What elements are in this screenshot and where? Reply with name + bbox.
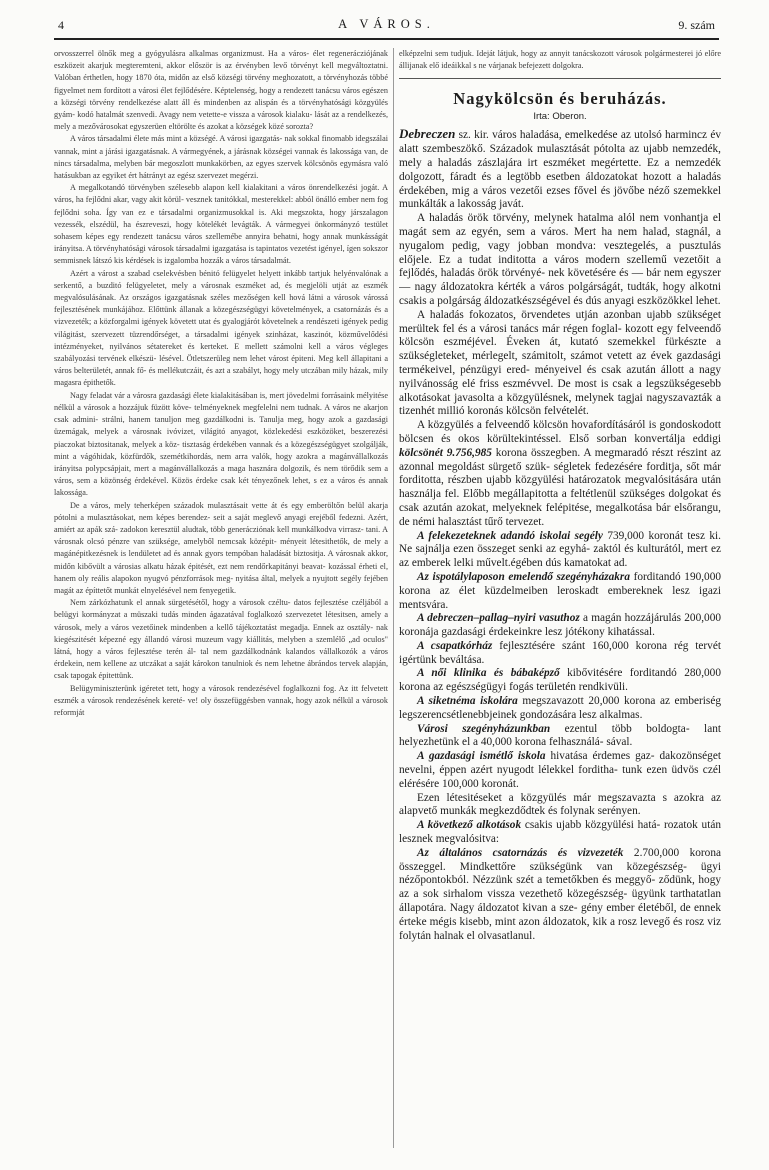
item-lead: A női klinika és bábaképző [417,667,560,680]
left-paragraph: De a város, mely teherképen századok mulasztásait vette át és egy emberöltőn belül akarja pótolni a mulasztásokat, nem képes berendez- seit a saját meglevő anyagi erejéből fedezni. Azért, amiért az apák szá- zadokon keresztül aludtak, több generácziónak kell munkálkodva virrasz- tani. A városnak olcsó pénzre van szüksége, amelyből nemcsak középit- ményeit létesithetők, de mely a magánépitkezésnek is lendületet ad és annak gyors tempóban haladását biztositja. A városnak akkor, midőn kibővült a városias alkatu házak épitését, ezt nem rendőrkapitányi beavat- kozással érheti el, hanem oly reális alapokon nyugvó pénzforrások meg- nyitása által, melyek a nyujtott segély fejében magát az építtetőt munkát elnyelésével nem fenyegetik. [54,500,388,595]
newspaper-title: A VÁROS. [338,17,435,31]
item-text: Ezen létesitéseket a közgyülés már megszavazta s azokra az alapvető munkák megkezdődtek és folynak serényen. [399,791,721,818]
item-text: ezentul több boldogta- lant helyezhetünk el a 40,000 korona felhasználá- sával. [399,722,721,749]
left-paragraph: Nagy feladat vár a városra gazdasági élete kialakitásában is, mert jövedelmi forrásaink mélyitése nélkül a városok a hozzájuk füzött köve- telményeknek megfelelni nem tudnak. A város ne akarjon csak admini- strálni, hanem tanuljon meg gazdálkodni is. Tanulja meg, hogy azok a gazdasági üzemágak, melyek a városnak ivóvizet, világitó anyagot, közlekedési eszközöket, beszerezési piaczokat biztositanak, melyek a köz- tisztaság érdekében vannak és a közegészségügyet szolgálják, mint a vágóhidak, közfürdők, szemétkihordás, nem arra valók, hogy azokra a magánvállalkozás irányitsa polypcsápjait, mert a magánvállalkozás a maga hasznára dolgozik, és nem törődik sem a város, sem a közönség érdekével. Közös érdeke csak két tényezőnek lehet, s ez a város és annak lakossága. [54,390,388,498]
paragraph-text: korona összegben. A megmaradó részt részint az azonnal megoldást sürgető szük- ségletek fedezésére forditja, sőt már forditotta, részben ujabb közgyülési határozatok megvalósitására után használja fel. Előbb megállapitotta a feltétlenül szükséges dolgokat és csak azután azokat, melyeknek felépitése, megalkotása bár elsőrangu, de némi halasztást tűrő tervezet. [399,446,721,528]
investment-item [399,571,721,612]
investment-item [399,667,721,695]
article-paragraph [399,419,721,529]
article-body [399,127,721,943]
article-headline: Nagykölcsön és beruházás. [453,89,667,109]
item-lead: A siketnéma iskolára [417,695,518,708]
paragraph-text: A közgyülés a felveendő kölcsön hovafordításáról is gondoskodott bölcsen és okos körültekintéssel. Első sorban konvertálja eddigi [399,419,721,445]
left-paragraph: orvosszerrel ölnők meg a gyógyulásra alkalmas organizmust. Ha a város- élet regenerácziójának eszközeit akarjuk megteremteni, akkor először is az érvényben levő törvényt kell megváltoztatni. Valóban érthetlen, hogy 1870 óta, midőn az első községi törvény meghozatott, a törvényhozás többé figyelmet nem fordított a városi élet fejlődésére. Képtelenség, hogy a rendezett tanácsu város egészen a községi törvény rendelkezése alatt áll és mindenben az alispán és a törvényhatósági közgyülés gyám- kodó hatalmát szenvedi. Avagy nem vetette-e vissza a városok kialaku- lását az a rendelkezés, mely a mezővárosokat egyszerüen eltörölte és azokat a községek közé sorozta? [54,49,388,132]
right-column [399,48,721,1148]
left-paragraph: A város társadalmi élete más mint a községé. A városi igazgatás- nak sokkal finomabb idegszálai vannak, mint a járási igazgatásnak. A vármegyének, a járásnak községei vannak és lakossága van, de nincs társadalma, melyben bár megoszlott munkakörben, az egyes szervek kölcsönös egymásra való hatásukban az egyiket ért hátrányt az egész szervezet megérzi. [54,134,388,181]
article-byline: Irta: Oberon. [533,111,587,123]
left-column [54,48,388,1148]
loan-amount: kölcsönét 9.756,985 [399,446,492,459]
investment-item [399,695,721,723]
item-lead: A csapatkórház [417,639,493,652]
left-paragraph: A megalkotandó törvényben szélesebb alapon kell kialakitani a város önrendelkezési jogát. A város, ha fejlődni akar, vagy akit körül- vesznek tanitókkal, mesterekkel: abból önálló ember nem fog fejlődni soha. Így van ez e társadalmi organizmusokkal is. Aki megszokta, hogy járszalagon vezessék, elszédül, ha észreveszi, hogy kötelékét levágták. A vármegyei önkormányzó testület sohasem képes egy rendezett tanácsu város szellemébe annyira behatni, hogy annak munkásságát irányitsa. A törvényhatósági városok társadalmi igazgatása is tapintatos vezetést igényel, ígen sokszor semmisnek látszó kis kérdések is izgalomba hozzák a város társadalmát. [54,183,388,266]
item-text: 739,000 koronát tesz ki. Ne sajnálja ezen összeget senki az egyhá- zaktól és kulturától, mert ez az emberek lelki művelt.égében dús kamatokat ad. [399,529,721,570]
item-lead: Az ispotálylaposon emelendő szegényházakra [417,570,630,583]
article-paragraph: A haladás örök törvény, melynek hatalma alól nem vonhantja el magát sem az egyén, sem a város. Mert ha nem halad, stagnál, a nyugalom pedig, vagy jobban mondva: vesztegelés, a pusztulás előjele. Ez a tudat inditotta a város modern szellemű vezetőit a fejlődés, haladás örök törvényé- nek követésére és — bár nem egyszer — nagy áldozatokra kérték a város polgárságát, tudták, hogy alkotni csakis a polgárság áldozatkészségével és dús anyagi eszközökkel lehet. [399,212,721,307]
investment-item [399,640,721,668]
investment-item [399,530,721,571]
item-text: 2.700,000 korona összeggel. Mindkettőre szükségünk van közegészség- ügyi nézőpontokból. Nézzünk szét a temetőkben és meggyő- ződünk, hogy az a sok sirhalom vissza vezethető közegészség- ügyünk tarthatatlan állapotára. Nagy áldozatot kivan a sze- gény ember életéből, de ennek érteke mégis kisebb, mint azon áldozatok, kik a rosz levegő és rosz viz folytán halnak el olvasatlanul. [399,846,721,942]
investment-item [399,723,721,751]
paragraph-text: sz. kir. város haladása, emelkedése az utolsó harmincz év alatt szembeszökő. Századok mulasztását pótolta az ujabb nemzedék, mely a haladás zászlajára irt eszméket megértette. Ez a nemzedék dolgozott, fáradt és a legtöbb esetben áldozatokat hozott a haladás érdekében, mig a város vezetői ezses fővel és jövőbe néző szemekkel munkálták a lakosság javát. [399,129,721,211]
column-divider [393,48,394,1148]
investment-item [399,819,721,847]
item-text: fejlesztésére szánt 160,000 korona rég tervét igértünk beváltása. [399,639,721,666]
item-lead: A következő alkotások [417,819,522,832]
investment-item [399,792,721,820]
item-text: megszavazott 20,000 korona az emberiség legszerencsétlenebbjeinek gondozására lesz alkalmas. [399,695,721,721]
item-text: kibővitésére forditandó 280,000 korona az egészségügyi fogás területén rendkivüli. [399,667,721,694]
item-text: csakis ujabb közgyülési hatá- rozatok után lesznek megvalósitva: [399,819,721,846]
city-name: Debreczen [399,126,456,142]
item-lead: A gazdasági ismétlő iskola [417,750,546,763]
continued-text: elképzelni sem tudjuk. Ideját látjuk, hogy az annyit tanácskozott városok polgármesterei jó előre állijanak elő ideáikkal s ne várjanak befejezett dolgokra. [399,49,721,71]
investment-item [399,612,721,640]
issue-number: 9. szám [678,18,715,32]
page-header [54,12,719,40]
item-lead: A felekezeteknek adandó iskolai segély [417,529,603,542]
item-text: forditandó 190,000 korona az élet küzdelmeiben leroskadt embereknek lesz igazi mentsvára. [399,570,721,611]
investment-item [399,847,721,944]
left-paragraph: Belügyminiszterünk igéretet tett, hogy a városok rendezésével foglalkozni fog. Az itt felvetett eszmék a városok rendezésének kereté- ve! oly összefüggésben vannak, hogy azok nélkül a városok reformját [54,683,388,717]
article-paragraph [399,127,721,212]
page-number: 4 [58,18,64,32]
item-lead: A debreczen–pallag–nyiri vasuthoz [417,612,580,625]
article-paragraph: A haladás fokozatos, örvendetes utján azonban ujabb szükséget merültek fel és a városi tanács már régen foglal- kozott egy felveendő kölcsön eszméjével. Éveken át, kutató szemekkel fürkészte a szükségleteket, mérlegelt, számitolt, számot vetett az évek gazdasági termékeivel, pénzügyi ered- ményeivel és csak azután állott a nagy nyilvánosság elé friss eszmévvel. De most is csak a legszükségesebb alkotásokat javasolta a közgyülésnek, melynek tagjai nagyszavazták a tizenhét millió koronás kölcsön felvételét. [399,308,721,418]
item-lead: Az általános csatornázás és vizvezeték [417,846,624,859]
item-lead: Városi szegényházunkban [417,722,551,735]
article-separator [399,78,721,79]
left-paragraph: Azért a várost a szabad cselekvésben bénitó felügyelet helyett inkább tartjuk helyénvalónak a serkentő, a buzditó felügyeletet, mely a városnak eszméket ad, és megjelöli utját az eszmék megvalósulásának. Az országos igazgatásnak széles mezőségen kell hová látni a városok várossá fejlesztésének munkájához. Előttünk állanak a közegészségügyi követelmények, a csatornázás és a vizvezeték; a közforgalmi igények követett utat és gyalogjárót követelnek a rendészeti igények pedig világitást, szervezett tüzrendőrséget, a társadalmi igények szinházat, kaszinót, közművelődési intézményeket, nyilvános sétatereket és kerteket. E mellett számolni kell a város végleges szabályozási tervének elkészü- lésével. Ötletszerüleg nem lehet várost épiteni. Meg kell állapitani a város belterületét, annak fő- és mellékutczáit, és azt a szabályt, hogy mely utczában mily házak, mily magasra épithetők. [54,268,388,388]
item-text: a magán hozzájárulás 200,000 koronája gazdasági érdekeinkre lesz jótékony kihatással. [399,612,721,639]
item-text: hivatása érdemes gaz- dakozönséget nevelni, éppen azért nyugodt lélekkel forditha- tunk ezen üdvös czél elérésére 100,000 koronát. [399,750,721,790]
left-paragraph: Nem zárkózhatunk el annak sürgetésétől, hogy a városok czéltu- datos fejlesztése czéljából a belügyi kormányzat a müszaki tudás minden ágazatával foglalkozó szervezetet létesitsen, amely a városok, mely a város vezetőinek mindenben a kellő tájékoztatást megadja. Ennek az osztály- nak kiegészitését képezné egy állandó városi muzeum vagy kiállitás, melyben a szemlélő „ad oculos" látná, hogy a város fejlesztése terén ál- tal nem gazdálkodnánk kalandos vállalkozók a város érdekein, nem kellene az utczákat a saját károkon tanulniok és nem lehetne ábrándos tervek alapján, csak tapogak épitettünk. [54,598,388,681]
investment-item [399,750,721,791]
